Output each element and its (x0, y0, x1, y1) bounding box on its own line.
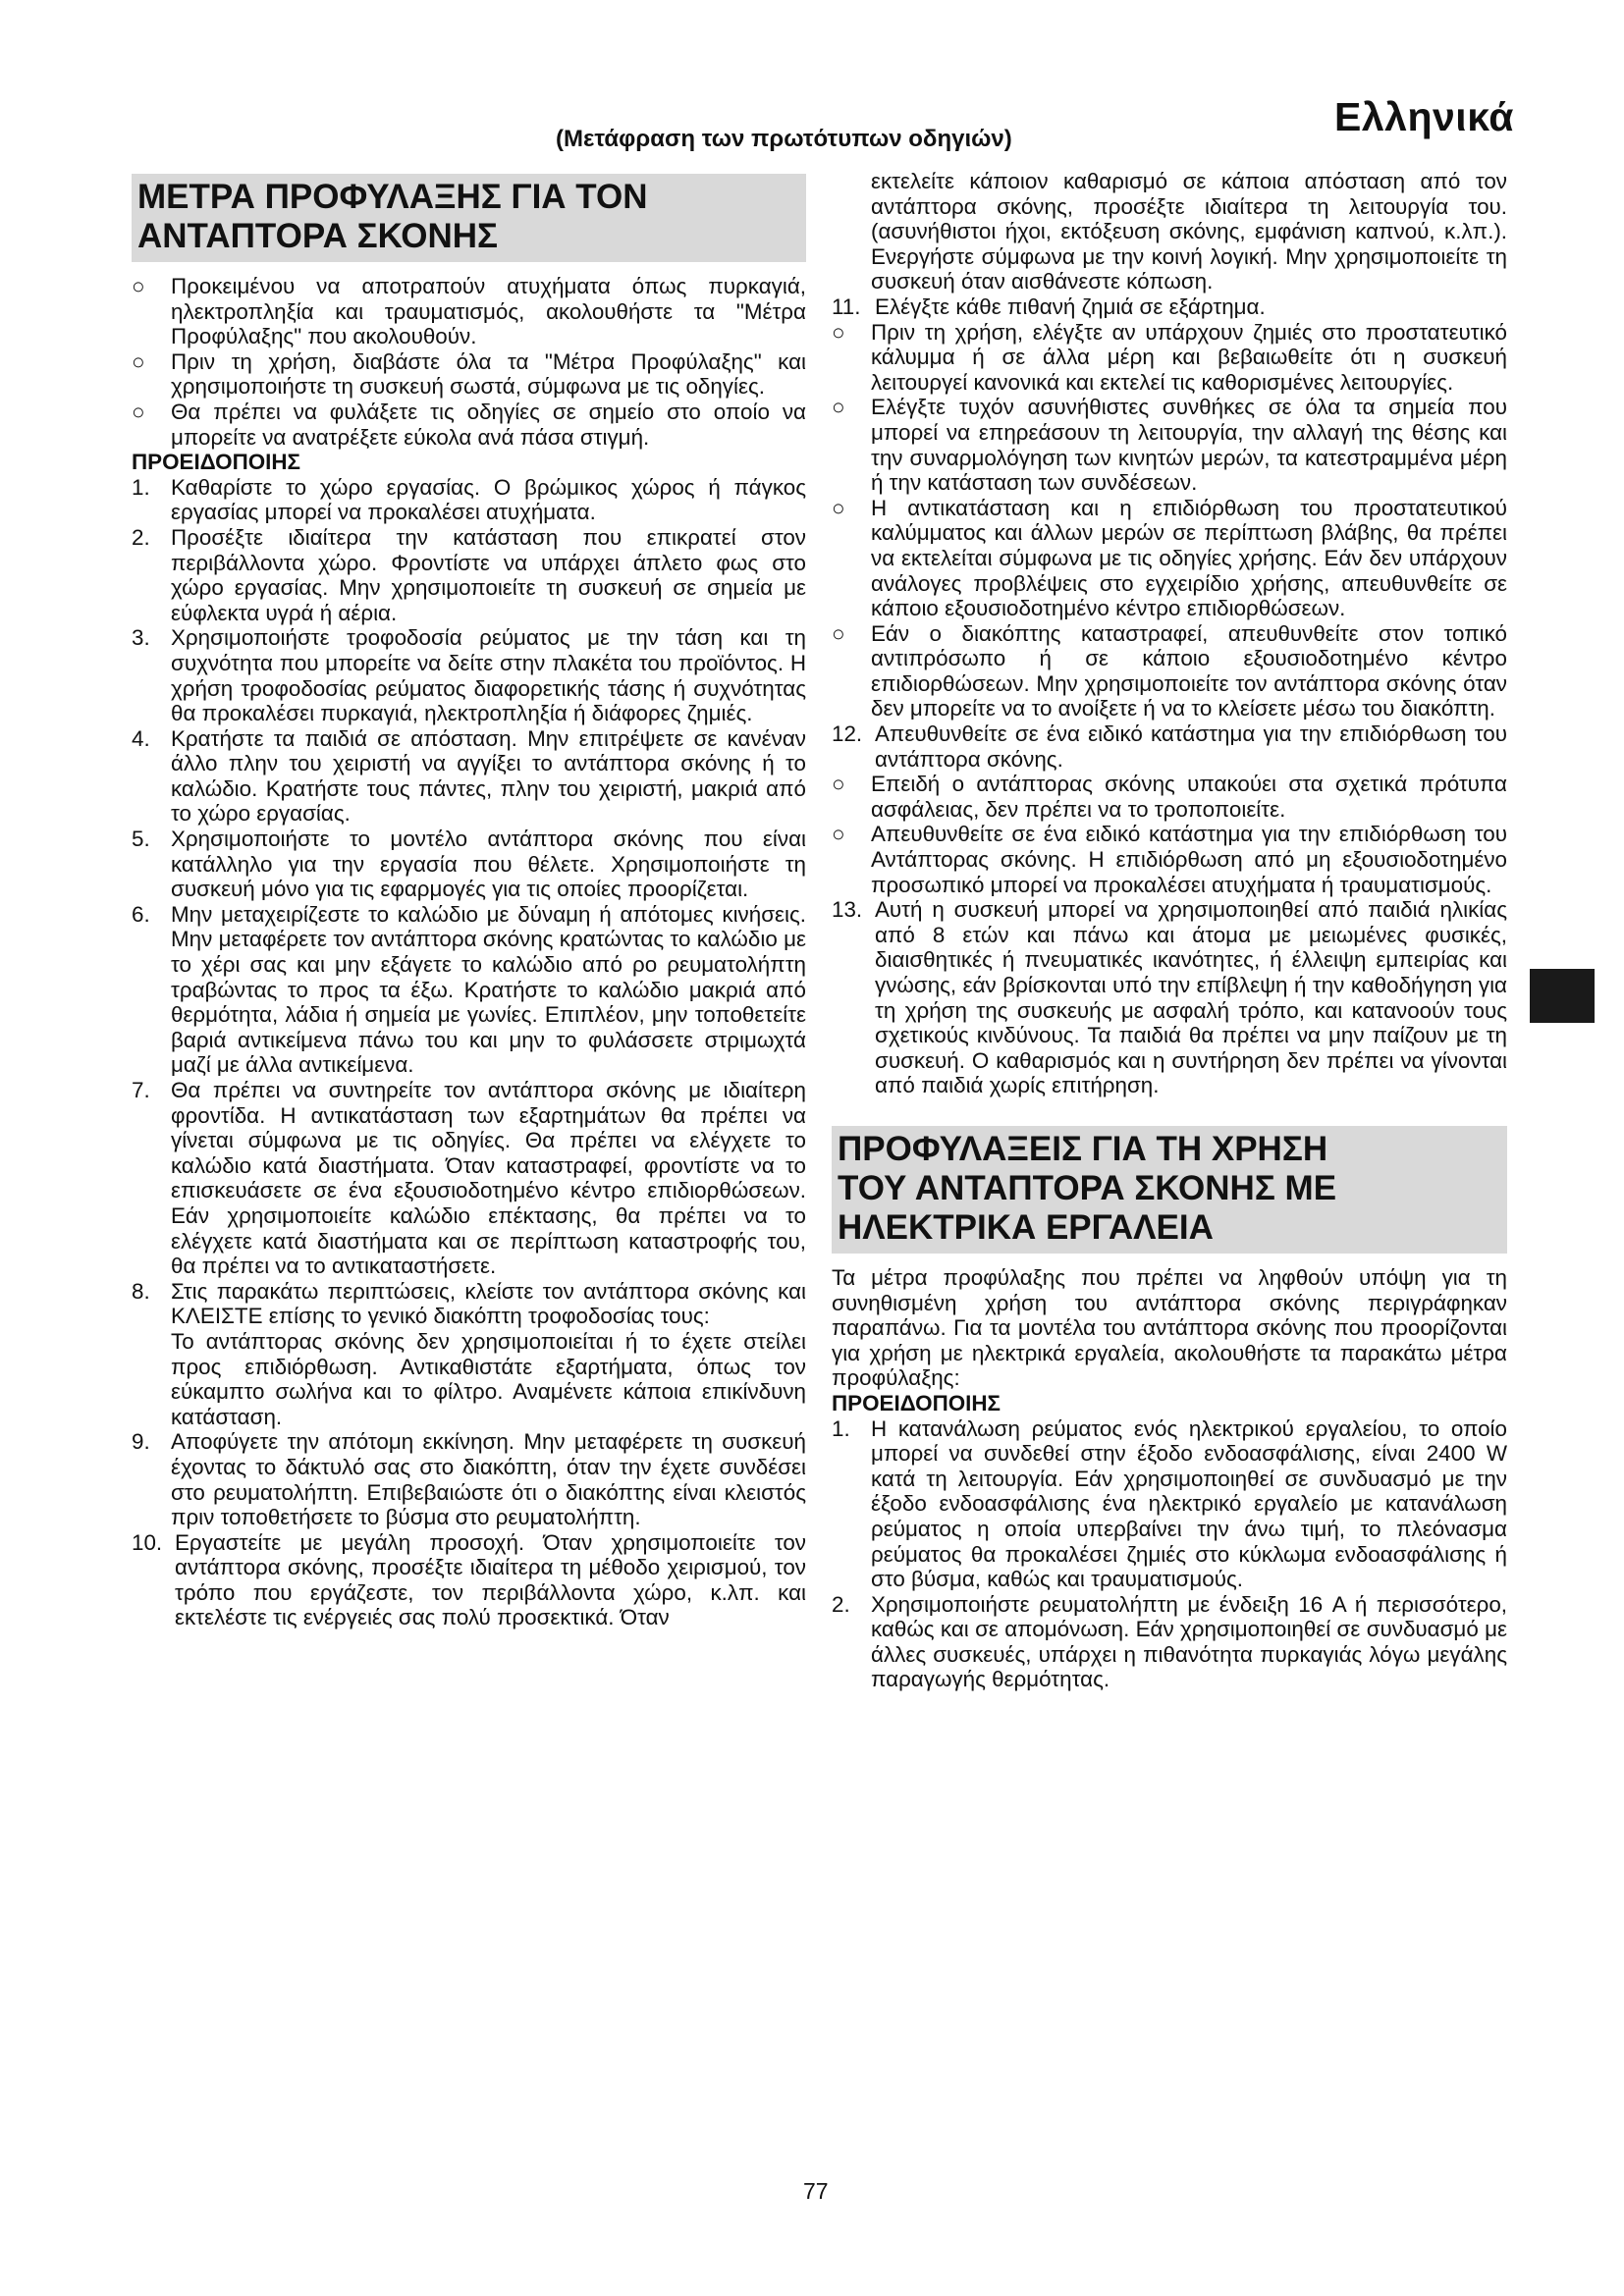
item-text: Κρατήστε τα παιδιά σε απόσταση. Μην επιτρέψετε σε κανέναν άλλο πλην του χειριστή να αγγίξει το αντάπτορα σκόνης ή το καλώδιο. Κρατήστε τους πάντες, πλην του χειριστή, μακριά από το χώρο εργασίας. (171, 725, 806, 827)
numbered-item (132, 1429, 806, 1529)
item-number: 1. (832, 1415, 850, 1441)
left-column (132, 169, 806, 1630)
section-heading-power-tools (832, 1126, 1507, 1254)
item-text: Καθαρίστε το χώρο εργασίας. Ο βρώμικος χώρος ή πάγκος εργασίας μπορεί να προκαλέσει ατυχήματα. (171, 474, 806, 525)
item-text: Θα πρέπει να συντηρείτε τον αντάπτορα σκόνης με ιδιαίτερη φροντίδα. Η αντικατάσταση των εξαρτημάτων θα πρέπει να γίνεται σύμφωνα με τις οδηγίες. Θα πρέπει να ελέγχετε το καλώδιο κατά διαστήματα. Όταν καταστραφεί, φροντίστε να το επισκευάσετε σε ένα εξουσιοδοτημένο κέντρο επιδιορθώσεων. Εάν χρησιμοποιείτε καλώδιο επέκτασης, θα πρέπει να το ελέγχετε κατά διαστήματα και σε περίπτωση καταστροφής του, θα πρέπει να το αντικαταστήσετε. (171, 1078, 806, 1279)
numbered-item (832, 294, 1507, 320)
page-number: 77 (803, 2178, 829, 2204)
bullet-text: Ελέγξτε τυχόν ασυνήθιστες συνθήκες σε όλα τα σημεία που μπορεί να επηρεάσουν τη λειτουργία, την αλλαγή της θέσης και την συναρμολόγηση των κινητών μερών, τα κατεστραμμένα μέρη ή την κατάσταση των συνδέσεων. (871, 395, 1507, 496)
bullet-text: Θα πρέπει να φυλάξετε τις οδηγίες σε σημείο στο οποίο να μπορείτε να ανατρέξετε εύκολα ανά πάσα στιγμή. (171, 399, 806, 450)
numbered-item (132, 1078, 806, 1279)
numbered-item (132, 902, 806, 1078)
heading-line: ΜΕΤΡΑ ΠΡΟΦΥΛΑΞΗΣ ΓΙΑ ΤΟΝ (137, 178, 648, 216)
bullet-text: Προκειμένου να αποτραπούν ατυχήματα όπως πυρκαγιά, ηλεκτροπληξία και τραυματισμός, ακολουθήστε τα "Μέτρα Προφύλαξης" που ακολουθούν. (171, 274, 806, 349)
numbered-item (832, 721, 1507, 772)
item-text: Αυτή η συσκευή μπορεί να χρησιμοποιηθεί από παιδιά ηλικίας από 8 ετών και πάνω και άτομα με μειωμένες φυσικές, διαισθητικές ή πνευματικές ικανότητες, ή έλλειψη εμπειρίας και γνώσης, εάν βρίσκονται υπό την επίβλεψη ή την καθοδήγηση για τη χρήση της συσκευής με ασφαλή τρόπο, και κατανοούν τους σχετικούς κινδύνους. Τα παιδιά θα πρέπει να μην παίζουν με τη συσκευή. Ο καθαρισμός και η συντήρηση δεν πρέπει να γίνονται από παιδιά χωρίς επιτήρηση. (875, 897, 1507, 1098)
warnings-subheading: ΠΡΟΕΙΔΟΠΟΙΗΣ (132, 450, 300, 475)
bullet-item (132, 274, 806, 349)
item-text: Ελέγξτε κάθε πιθανή ζημιά σε εξάρτημα. (875, 294, 1266, 319)
bullet-item (832, 822, 1507, 897)
section-heading-dust-adaptor (132, 174, 806, 262)
bullet-item (832, 320, 1507, 396)
bullet-item (132, 349, 806, 400)
item-continuation: Το αντάπτορας σκόνης δεν χρησιμοποιείται ή το έχετε στείλει προς επιδιόρθωση. Αντικαθιστάτε εξαρτήματα, όπως τον εύκαμπτο σωλήνα και το φίλτρο. Αναμένετε κάποια επικίνδυνη κατάσταση. (171, 1328, 806, 1429)
numbered-item (132, 525, 806, 625)
bullet-marker: ○ (132, 274, 145, 298)
bullet-marker: ○ (832, 495, 845, 520)
item-number: 9. (132, 1429, 150, 1455)
bullet-marker: ○ (832, 319, 845, 345)
item-number: 8. (132, 1278, 150, 1304)
item-text: Χρησιμοποιήστε το μοντέλο αντάπτορα σκόνης που είναι κατάλληλο για την εργασία που θέλετε. Χρησιμοποιήστε τη συσκευή μόνο για τις εφαρμογές για τις οποίες προορίζεται. (171, 827, 806, 902)
bullet-marker: ○ (132, 348, 145, 374)
bullet-item (132, 400, 806, 450)
item-number: 10. (132, 1529, 163, 1555)
item-number: 2. (832, 1591, 850, 1617)
numbered-item (132, 1279, 806, 1329)
item-text: Εργαστείτε με μεγάλη προσοχή. Όταν χρησιμοποιείτε τον αντάπτορα σκόνης, προσέξτε ιδιαίτερα τη μέθοδο χειρισμού, τον τρόπο που εργάζεστε, τον περιβάλλοντα χώρο, κ.λπ. και εκτελέστε τις ενέργειές σας πολύ προσεκτικά. Όταν (175, 1529, 806, 1630)
item-number: 11. (832, 294, 861, 319)
heading-line: ΠΡΟΦΥΛΑΞΕΙΣ ΓΙΑ ΤΗ ΧΡΗΣΗ (838, 1129, 1328, 1168)
right-column (832, 169, 1507, 1692)
bullet-marker: ○ (132, 399, 145, 424)
item-number: 4. (132, 725, 150, 751)
item-number: 7. (132, 1078, 150, 1102)
numbered-item (132, 726, 806, 827)
numbered-item (832, 1416, 1507, 1592)
bullet-marker: ○ (832, 620, 845, 646)
heading-line: ΤΟΥ ΑΝΤΑΠΤΟΡΑ ΣΚΟΝΗΣ ΜΕ (838, 1168, 1337, 1207)
bullet-text: Επειδή ο αντάπτορας σκόνης υπακούει στα σχετικά πρότυπα ασφάλειας, δεν πρέπει να το τροποποιείτε. (871, 772, 1507, 822)
bullet-item (832, 395, 1507, 495)
bullet-marker: ○ (832, 772, 845, 797)
bullet-item (832, 496, 1507, 621)
item-text: Προσέξτε ιδιαίτερα την κατάσταση που επικρατεί στον περιβάλλοντα χώρο. Φροντίστε να υπάρχει άπλετο φως στο χώρο εργασίας. Μην χρησιμοποιείτε τη συσκευή σε σημεία με εύφλεκτα υγρά ή αέρια. (171, 524, 806, 625)
item-text: Αποφύγετε την απότομη εκκίνηση. Μην μεταφέρετε τη συσκευή έχοντας το δάκτυλό σας στο διακόπτη, όταν την έχετε συνδέσει στο ρευματολήπτη. Επιβεβαιώστε ότι ο διακόπτης είναι κλειστός πριν τοποθετήσετε το βύσμα στο ρευματολήπτη. (171, 1429, 806, 1530)
bullet-item (832, 772, 1507, 822)
translation-note: (Μετάφραση των πρωτότυπων οδηγιών) (556, 126, 1012, 152)
item-text: Απευθυνθείτε σε ένα ειδικό κατάστημα για την επιδιόρθωση του αντάπτορα σκόνης. (875, 721, 1507, 772)
numbered-item (132, 827, 806, 902)
warnings-subheading: ΠΡΟΕΙΔΟΠΟΙΗΣ (832, 1390, 1001, 1415)
numbered-item (832, 1592, 1507, 1692)
bullet-item (832, 621, 1507, 721)
item-text: Χρησιμοποιήστε τροφοδοσία ρεύματος με την τάση και τη συχνότητα που μπορείτε να δείτε στην πλακέτα του προϊόντος. Η χρήση τροφοδοσίας ρεύματος διαφορετικής τάσης ή συχνότητας θα προκαλέσει πυρκαγιά, ηλεκτροπληξία ή διάφορες ζημιές. (171, 625, 806, 726)
item-number: 1. (132, 474, 150, 500)
heading-line: ΗΛΕΚΤΡΙΚΑ ΕΡΓΑΛΕΙΑ (838, 1207, 1214, 1247)
item-number: 6. (132, 901, 150, 927)
language-label: Ελληνικά (1334, 94, 1514, 139)
bullet-text: Εάν ο διακόπτης καταστραφεί, απευθυνθείτε στον τοπικό αντιπρόσωπο ή σε κάποιο εξουσιοδοτημένο κέντρο επιδιορθώσεων. Μην χρησιμοποιείτε τον αντάπτορα σκόνης όταν δεν μπορείτε να το ανοίξετε ή να το κλείσετε μέσω του διακόπτη. (871, 620, 1507, 721)
item-number: 2. (132, 524, 150, 550)
item-number: 5. (132, 827, 150, 852)
section-tab-marker (1530, 969, 1595, 1023)
item-text: Μην μεταχειρίζεστε το καλώδιο με δύναμη ή απότομες κινήσεις. Μην μεταφέρετε τον αντάπτορα σκόνης κρατώντας το καλώδιο με το χέρι σας και μην εξάγετε το καλώδιο από ρο ρευματολήπτη τραβώντας το προς τα έξω. Κρατήστε το καλώδιο μακριά από θερμότητα, λάδια ή σημεία με γωνίες. Επιπλέον, μην τοποθετείτε βαριά αντικείμενα πάνω του και μην το φυλάσσετε στριμωχτά μαζί με άλλα αντικείμενα. (171, 901, 806, 1078)
bullet-text: Πριν τη χρήση, διαβάστε όλα τα "Μέτρα Προφύλαξης" και χρησιμοποιήστε τη συσκευή σωστά, σύμφωνα με τις οδηγίες. (171, 348, 806, 400)
intro-paragraph: Τα μέτρα προφύλαξης που πρέπει να ληφθούν υπόψη για τη συνηθισμένη χρήση του αντάπτορα σκόνης περιγράφηκαν παραπάνω. Για τα μοντέλα του αντάπτορα σκόνης που προορίζονται για χρήση με ηλεκτρικά εργαλεία, ακολουθήστε τα παρακάτω μέτρα προφύλαξης: (832, 1264, 1507, 1391)
item-text: Η κατανάλωση ρεύματος ενός ηλεκτρικού εργαλείου, το οποίο μπορεί να συνδεθεί στην έξοδο ενδοασφάλισης, είναι 2400 W κατά τη λειτουργία. Εάν χρησιμοποιηθεί σε συνδυασμό με την έξοδο ενδοασφάλισης ένα ηλεκτρικό εργαλείο με κατανάλωση ρεύματος η οποία υπερβαίνει την άνω τιμή, το πλεόνασμα ρεύματος θα προκαλέσει ζημιές στο κύκλωμα ενδοασφάλισης ή στο βύσμα, καθώς και τραυματισμούς. (871, 1415, 1507, 1592)
heading-line: ΑΝΤΑΠΤΟΡΑ ΣΚΟΝΗΣ (137, 217, 499, 255)
item-text: Χρησιμοποιήστε ρευματολήπτη με ένδειξη 16 A ή περισσότερο, καθώς και σε απομόνωση. Εάν χρησιμοποιηθεί σε συνδυασμό με άλλες συσκευές, υπάρχει η πιθανότητα πυρκαγιάς λόγω μεγάλης παραγωγής θερμότητας. (871, 1591, 1507, 1692)
bullet-marker: ○ (832, 395, 845, 420)
numbered-item (132, 625, 806, 725)
bullet-text: Πριν τη χρήση, ελέγξτε αν υπάρχουν ζημιές στο προστατευτικό κάλυμμα ή σε άλλα μέρη και βεβαιωθείτε ότι η συσκευή λειτουργεί κανονικά και εκτελεί τις καθορισμένες λειτουργίες. (871, 319, 1507, 395)
item-number: 3. (132, 625, 150, 651)
numbered-item (132, 1530, 806, 1630)
bullet-marker: ○ (832, 822, 845, 847)
numbered-item (132, 475, 806, 525)
item-number: 12. (832, 721, 863, 747)
bullet-text: Η αντικατάσταση και η επιδιόρθωση του προστατευτικού καλύμματος και άλλων μερών σε περίπτωση βλάβης, θα πρέπει να εκτελείται σύμφωνα με τις οδηγίες χρήσης. Εάν δεν υπάρχουν ανάλογες προβλέψεις στο εγχειρίδιο χρήσης, απευθυνθείτε σε κάποιο εξουσιοδοτημένο κέντρο επιδιορθώσεων. (871, 495, 1507, 621)
numbered-item (832, 897, 1507, 1098)
item-continuation: εκτελείτε κάποιον καθαρισμό σε κάποια απόσταση από τον αντάπτορα σκόνης, προσέξτε ιδιαίτερα τη λειτουργία του. (ασυνήθιστοι ήχοι, εκτόξευση σκόνης, εμφάνιση καπνού, κ.λπ.). Ενεργήστε σύμφωνα με την κοινή λογική. Μην χρησιμοποιείτε τη συσκευή όταν αισθάνεστε κόπωση. (871, 169, 1507, 294)
bullet-text: Απευθυνθείτε σε ένα ειδικό κατάστημα για την επιδιόρθωση του Αντάπτορας σκόνης. Η επιδιόρθωση από μη εξουσιοδοτημένο προσωπικό μπορεί να προκαλέσει ατυχήματα ή τραυματισμούς. (871, 822, 1507, 897)
item-text: Στις παρακάτω περιπτώσεις, κλείστε τον αντάπτορα σκόνης και ΚΛΕΙΣΤΕ επίσης το γενικό διακόπτη τροφοδοσίας τους: (171, 1278, 806, 1329)
item-number: 13. (832, 897, 863, 923)
